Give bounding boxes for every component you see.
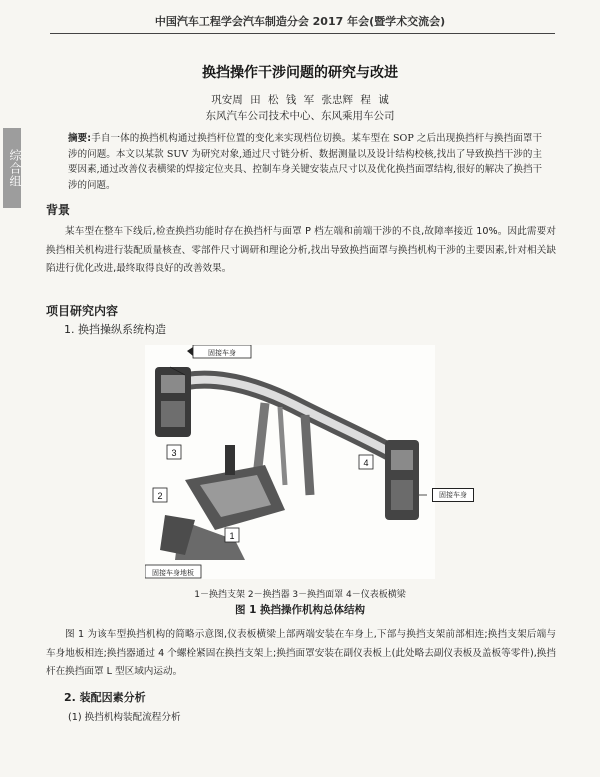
author: 钱 军 (285, 94, 315, 106)
subsection-heading-2: 2. 装配因素分析 (64, 691, 146, 704)
marker-1-label: 1 (229, 531, 235, 541)
affiliation: 东风汽车公司技术中心、东风乘用车公司 (205, 110, 395, 122)
abstract-text: 手自一体的换挡机构通过换挡杆位置的变化来实现档位切换。某车型在 SOP 之后出现换挡杆与换挡面罩干涉的问题。本文以某款 SUV 为研究对象,通过尺寸链分析、数据测量以及设计结构校核,找出了导致换挡干涉的主要因素,通过改善仪表横梁的焊接定位夹具、控制车身关键安装点尺寸以及优化换挡面罩结构,很好的解决了换挡干涉的问题。 (68, 133, 542, 191)
marker-2 (153, 488, 167, 502)
header-divider (50, 33, 555, 34)
author: 田 松 (250, 94, 279, 106)
marker-3 (167, 445, 181, 459)
paper-title: 换挡操作干涉问题的研究与改进 (202, 65, 398, 81)
subsection-heading-3: (1) 换挡机构装配流程分析 (68, 712, 181, 723)
shift-mechanism-figure (145, 345, 435, 579)
author: 程 诚 (360, 94, 389, 106)
author: 巩安周 (211, 94, 243, 106)
abstract (68, 131, 542, 193)
conference-header: 中国汽车工程学会汽车制造分会 2017 年会(暨学术交流会) (154, 15, 446, 28)
marker-4-label: 4 (363, 458, 369, 468)
abstract-label: 摘要: (68, 133, 92, 144)
marker-4 (359, 455, 373, 469)
section-side-tab: 综合组 (3, 128, 21, 208)
callout-bottom-left (145, 565, 201, 578)
section-heading: 项目研究内容 (46, 304, 119, 318)
figure-description-paragraph: 图 1 为该车型换挡机构的简略示意图,仪表板横梁上部两端安装在车身上,下部与换挡支架前部相连;换挡支架后端与车身地板相连;换挡器通过 4 个螺栓紧固在换挡支架上;换挡面罩安装在副仪表板上(此处略去副仪表板及盖板等零件),换挡杆在换挡面罩 L 型区域内运动。 (46, 629, 556, 677)
marker-2-label: 2 (157, 491, 163, 501)
background-paragraph: 某车型在整车下线后,检查换挡功能时存在换挡杆与面罩 P 档左端和前端干涉的不良,故障率接近 10%。因此需要对换挡相关机构进行装配质量核查、零部件尺寸调研和理论分析,找出导致换挡面罩与换挡机构干涉的主要因素,针对相关缺陷进行优化改进,最终取得良好的改善效果。 (46, 226, 556, 274)
figure-item-caption: 1－换挡支架 2－换挡器 3－换挡面罩 4－仪表板横梁 (194, 590, 406, 600)
author-list (0, 92, 600, 107)
callout-bottom-left-label: 固接车身地板 (152, 569, 194, 577)
callout-right-label: 固接车身 (432, 488, 474, 502)
subsection-heading: 1. 换挡操纵系统构造 (64, 323, 166, 336)
author: 张忠辉 (321, 94, 354, 106)
figure-caption: 图 1 换挡操作机构总体结构 (234, 604, 366, 616)
marker-1 (225, 528, 239, 542)
callout-top-left-label: 固接车身 (208, 349, 236, 357)
marker-3-label: 3 (171, 448, 177, 458)
background-heading: 背景 (46, 203, 71, 217)
